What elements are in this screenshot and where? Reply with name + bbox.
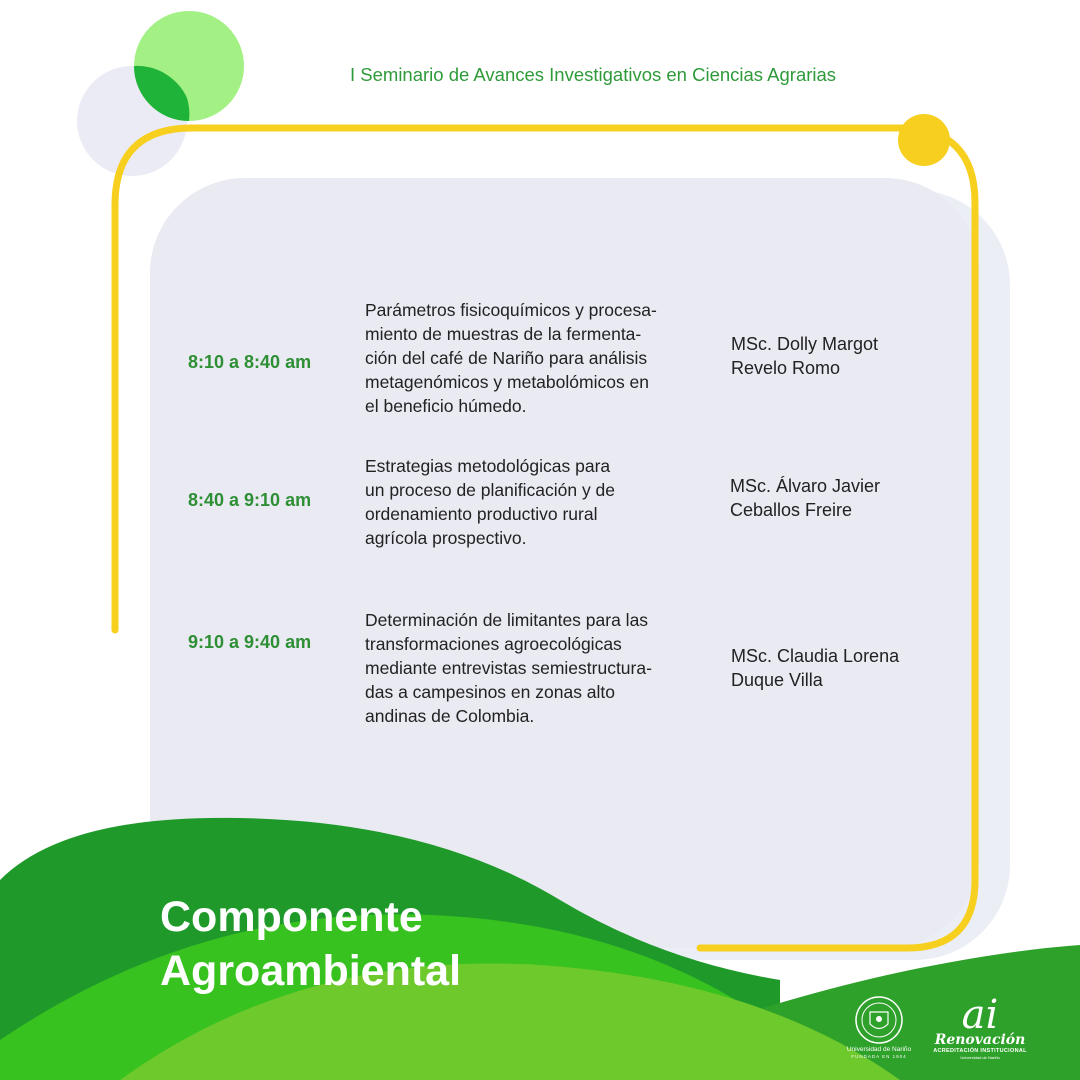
topic-line: agrícola prospectivo.: [365, 528, 527, 548]
speaker-line: Duque Villa: [731, 670, 823, 690]
topic-line: Determinación de limitantes para las: [365, 610, 649, 630]
session-time: 8:40 a 9:10 am: [188, 490, 312, 510]
topic-line: mediante entrevistas semiestructura-: [365, 658, 652, 678]
topic-line: el beneficio húmedo.: [365, 396, 527, 416]
session-speaker: [731, 644, 951, 692]
session-topic: [365, 608, 715, 728]
session-time: 8:10 a 8:40 am: [188, 352, 312, 372]
session-topic: [365, 454, 715, 550]
topic-line: Parámetros fisicoquímicos y procesa-: [365, 300, 657, 320]
speaker-line: MSc. Claudia Lorena: [731, 646, 900, 666]
session-time: 9:10 a 9:40 am: [188, 632, 312, 652]
udenar-name: Universidad de Nariño: [846, 1046, 912, 1053]
acreditacion-text: ACREDITACIÓN INSTITUCIONAL: [933, 1048, 1027, 1054]
udenar-founded: FUNDADA EN 1904: [851, 1054, 907, 1059]
ai-mark: ai: [961, 992, 999, 1038]
speaker-line: Revelo Romo: [731, 358, 841, 378]
topic-line: ordenamiento productivo rural: [365, 504, 598, 524]
event-title: I Seminario de Avances Investigativos en Ciencias Agrarias: [350, 64, 837, 85]
session-topic: [365, 298, 715, 418]
topic-line: Estrategias metodológicas para: [365, 456, 611, 476]
yellow-dot: [898, 114, 950, 166]
topic-line: miento de muestras de la fermenta-: [365, 324, 642, 344]
speaker-line: Ceballos Freire: [730, 500, 853, 520]
seal-space: [840, 995, 918, 1043]
topic-line: andinas de Colombia.: [365, 706, 535, 726]
speaker-line: MSc. Dolly Margot: [731, 334, 879, 354]
ai-university-text: Universidad de Nariño: [960, 1055, 1000, 1060]
udenar-logo: [840, 995, 918, 1060]
topic-line: transformaciones agroecológicas: [365, 634, 622, 654]
session-speaker: [730, 474, 950, 522]
acreditacion-logo: [930, 992, 1030, 1061]
topic-line: das a campesinos en zonas alto: [365, 682, 616, 702]
renovacion-text: Renovación: [934, 1032, 1026, 1048]
component-title: [160, 890, 461, 998]
component-title-line: Componente: [160, 893, 423, 941]
topic-line: metagenómicos y metabolómicos en: [365, 372, 650, 392]
topic-line: ción del café de Nariño para análisis: [365, 348, 648, 368]
component-title-line: Agroambiental: [160, 947, 462, 995]
session-speaker: [731, 332, 951, 380]
topic-line: un proceso de planificación y de: [365, 480, 616, 500]
speaker-line: MSc. Álvaro Javier: [730, 476, 881, 496]
